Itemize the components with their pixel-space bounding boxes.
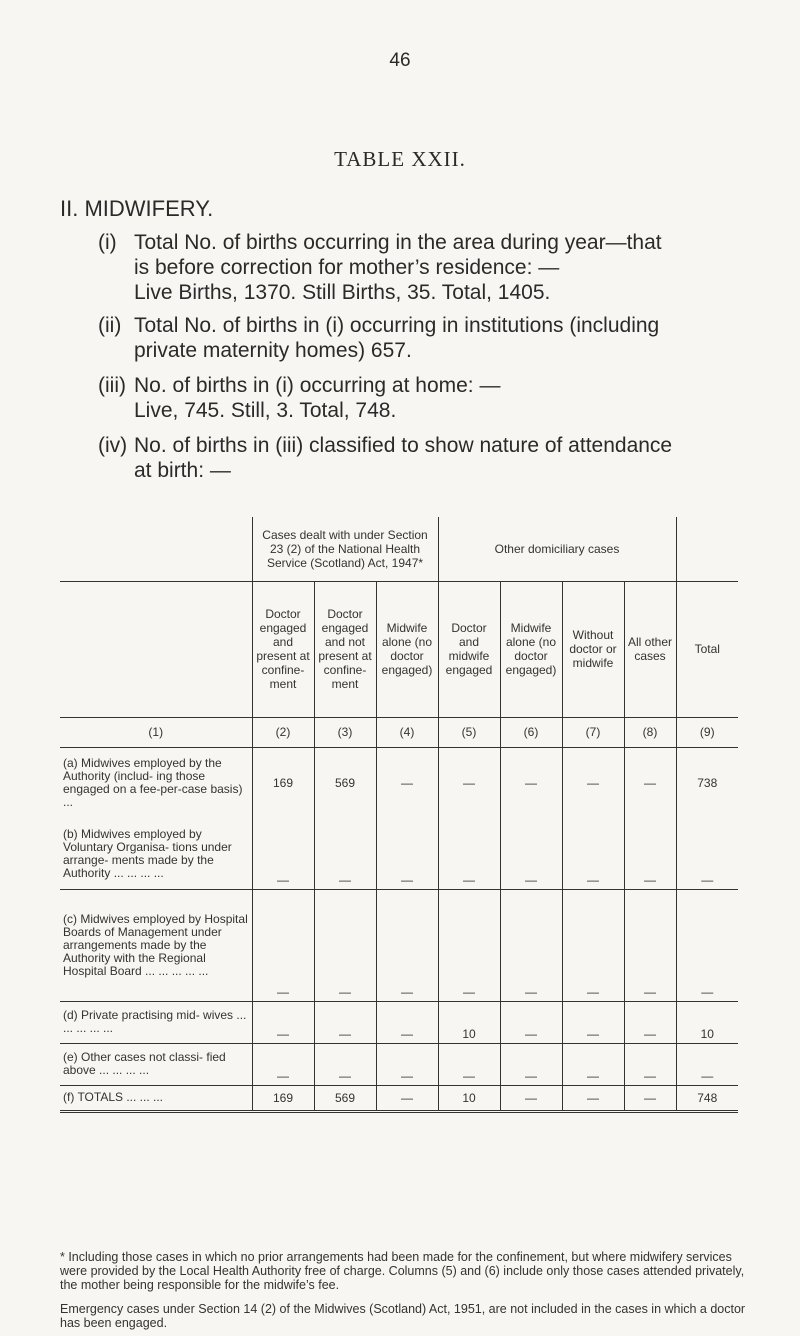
column-number: (2) xyxy=(252,717,314,747)
row-label-e: (e) Other cases not classi- fied above ... ... ... ... xyxy=(60,1043,252,1085)
group-header-section23: Cases dealt with under Section 23 (2) of the National Health Service (Scotland) Act, 1947* xyxy=(252,517,438,581)
column-number: (3) xyxy=(314,717,376,747)
table-cell: — xyxy=(438,747,500,819)
table-cell: — xyxy=(376,1043,438,1085)
item-text: No. of births in (iii) classified to show nature of attendance xyxy=(134,434,673,457)
item-number: (ii) xyxy=(98,314,122,337)
table-cell: — xyxy=(314,1001,376,1043)
table-cell: — xyxy=(438,889,500,1001)
table-cell: — xyxy=(624,1001,676,1043)
column-header: Midwife alone (no doctor engaged) xyxy=(500,581,562,717)
table-cell: — xyxy=(562,747,624,819)
item-iii xyxy=(98,373,778,423)
footnote-asterisk: * Including those cases in which no prior arrangements had been made for the confinement, but where midwifery services were provided by the Local Health Authority free of charge. Columns (5) and (6) include only those cases attended privately, the mother being responsible for the midwife’s fee. xyxy=(60,1250,745,1292)
blank-header xyxy=(60,517,252,581)
table-cell: — xyxy=(376,1001,438,1043)
table-cell: — xyxy=(500,1001,562,1043)
table-cell: — xyxy=(676,819,738,889)
column-number: (7) xyxy=(562,717,624,747)
column-number: (9) xyxy=(676,717,738,747)
table-cell: — xyxy=(438,1043,500,1085)
table-cell: 738 xyxy=(676,747,738,819)
table-cell: — xyxy=(500,747,562,819)
row-label-d: (d) Private practising mid- wives ... ... ... ... ... xyxy=(60,1001,252,1043)
table-cell: — xyxy=(314,889,376,1001)
item-number: (iv) xyxy=(98,434,128,457)
row-label-totals: (f) TOTALS ... ... ... xyxy=(60,1085,252,1111)
item-text: private maternity homes) 657. xyxy=(134,339,412,362)
table-cell: — xyxy=(562,1043,624,1085)
table-cell: — xyxy=(314,819,376,889)
table-cell: — xyxy=(624,889,676,1001)
table-cell: — xyxy=(376,889,438,1001)
column-number: (1) xyxy=(60,717,252,747)
table-cell: — xyxy=(500,1043,562,1085)
item-iv xyxy=(98,433,778,483)
row-label-c: (c) Midwives employed by Hospital Boards of Management under arrangements made by the Authority with the Regional Hospital Board ... ... ... ... ... xyxy=(60,889,252,1001)
table-cell: 748 xyxy=(676,1085,738,1111)
item-text: is before correction for mother’s residence: — xyxy=(134,256,560,279)
table-cell: — xyxy=(624,747,676,819)
table-cell: — xyxy=(500,1085,562,1111)
blank-header xyxy=(676,517,738,581)
column-header: Doctor engaged and present at confine- ment xyxy=(252,581,314,717)
table-cell: — xyxy=(376,747,438,819)
item-ii xyxy=(98,313,778,363)
table-cell: 10 xyxy=(676,1001,738,1043)
table-cell: — xyxy=(624,1043,676,1085)
table-cell: — xyxy=(252,819,314,889)
table-cell: — xyxy=(500,889,562,1001)
item-text: Total No. of births in (i) occurring in institutions (including xyxy=(134,314,660,337)
column-header: Without doctor or midwife xyxy=(562,581,624,717)
blank-header xyxy=(60,581,252,717)
table-title: TABLE XXII. xyxy=(334,147,466,171)
table-cell: 10 xyxy=(438,1001,500,1043)
item-i xyxy=(98,230,778,305)
group-header-other-domiciliary: Other domiciliary cases xyxy=(438,517,676,581)
table-cell: 569 xyxy=(314,747,376,819)
table-cell: — xyxy=(676,1043,738,1085)
table-cell: — xyxy=(676,889,738,1001)
table-cell: — xyxy=(562,1001,624,1043)
table-cell: 569 xyxy=(314,1085,376,1111)
column-header: Total xyxy=(676,581,738,717)
table-cell: — xyxy=(562,819,624,889)
table-cell: — xyxy=(252,1001,314,1043)
column-header: All other cases xyxy=(624,581,676,717)
table-cell: — xyxy=(438,819,500,889)
table-cell: — xyxy=(562,889,624,1001)
item-text: Total No. of births occurring in the area during year—that xyxy=(134,231,662,254)
table-cell: 169 xyxy=(252,1085,314,1111)
item-text: No. of births in (i) occurring at home: — xyxy=(134,374,501,397)
table-cell: — xyxy=(314,1043,376,1085)
table-cell: — xyxy=(376,819,438,889)
column-number: (8) xyxy=(624,717,676,747)
column-header: Midwife alone (no doctor engaged) xyxy=(376,581,438,717)
item-text: Live, 745. Still, 3. Total, 748. xyxy=(134,399,397,422)
table-cell: — xyxy=(624,819,676,889)
item-number: (iii) xyxy=(98,374,126,397)
table-cell: — xyxy=(562,1085,624,1111)
table-cell: 10 xyxy=(438,1085,500,1111)
column-number: (5) xyxy=(438,717,500,747)
table-cell: — xyxy=(252,1043,314,1085)
section-heading: II. MIDWIFERY. xyxy=(60,196,214,221)
table-cell: — xyxy=(376,1085,438,1111)
row-label-a: (a) Midwives employed by the Authority (includ- ing those engaged on a fee-per-case basis) ... xyxy=(60,747,252,819)
row-label-b: (b) Midwives employed by Voluntary Organisa- tions under arrange- ments made by the Authority ... ... ... ... xyxy=(60,819,252,889)
table-cell: — xyxy=(252,889,314,1001)
column-number: (6) xyxy=(500,717,562,747)
item-number: (i) xyxy=(98,231,117,254)
footnote-emergency: Emergency cases under Section 14 (2) of the Midwives (Scotland) Act, 1951, are not included in the cases in which a doctor has been engaged. xyxy=(60,1302,746,1330)
table-cell: — xyxy=(500,819,562,889)
table-cell: 169 xyxy=(252,747,314,819)
attendance-table xyxy=(60,517,738,1113)
column-number: (4) xyxy=(376,717,438,747)
page-number: 46 xyxy=(389,50,411,71)
item-text: at birth: — xyxy=(134,459,231,482)
table-cell: — xyxy=(624,1085,676,1111)
item-text: Live Births, 1370. Still Births, 35. Total, 1405. xyxy=(134,281,551,304)
column-header: Doctor and midwife engaged xyxy=(438,581,500,717)
column-header: Doctor engaged and not present at confine- ment xyxy=(314,581,376,717)
